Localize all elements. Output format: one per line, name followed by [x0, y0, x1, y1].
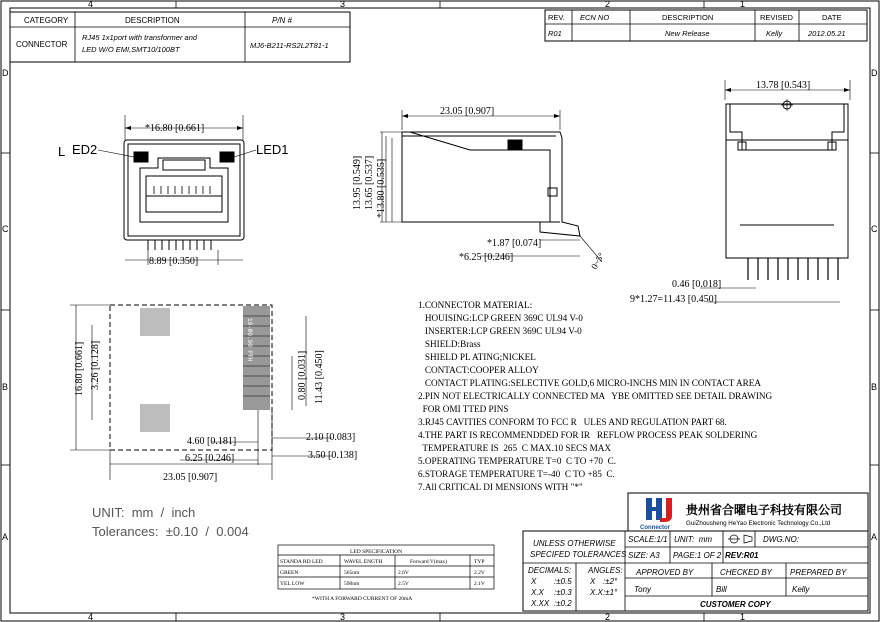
title-block-top	[10, 12, 350, 62]
zone-left-a: A	[2, 532, 9, 542]
category-value: CONNECTOR	[16, 40, 68, 49]
company-name-en: GuiZhousheng HeYao Electronic Technology Co.,Ltd	[686, 520, 831, 527]
note-line: 4.THE PART IS RECOMMENDDED FOR IR REFLOW PROCESS PEAK SOLDERING	[418, 430, 758, 440]
led-header-forward: Forward V(max)	[410, 559, 448, 565]
tol-xx: X.X	[531, 588, 544, 597]
checked-name: Bill	[716, 585, 727, 594]
header-pn: P/N #	[272, 16, 293, 25]
pcb-d1-dim: 3.26 [0.128]	[90, 340, 101, 390]
dwg-no-field: DWG.NO:	[763, 535, 799, 544]
zone-right-d: D	[871, 68, 878, 78]
tolerance-line: Tolerances: ±0.10 / 0.004	[92, 524, 249, 539]
scale-field: SCALE:1/1	[628, 535, 668, 544]
ang-x-val: :±2°	[603, 577, 618, 586]
note-line: CONTACT PLATING:SELECTIVE GOLD,6 MICRO-INCHS MIN IN CONTACT AREA	[418, 378, 761, 388]
projection-symbol-icon	[728, 535, 752, 543]
zone-bottom-1: 1	[740, 612, 746, 622]
unit-line: UNIT: mm / inch	[92, 505, 196, 520]
side-h2-dim: 13.65 [0.537]	[364, 155, 375, 210]
note-line: 5.OPERATING TEMPERATURE T=0 C TO +70 C.	[418, 456, 617, 466]
zone-left-b: B	[2, 382, 9, 392]
checked-by-label: CHECKED BY	[720, 568, 773, 577]
led-row-green-wave: 565nm	[344, 570, 360, 576]
note-line: TEMPERATURE IS 265 C MAX.10 SECS MAX	[418, 443, 612, 453]
zone-top-2: 2	[605, 0, 611, 9]
header-category: CATEGORY	[24, 16, 69, 25]
tol-x: X	[531, 577, 537, 586]
zone-bottom-3: 3	[340, 612, 346, 622]
note-line: 6.STORAGE TEMPERATURE T=-40 C TO +85 C.	[418, 469, 615, 479]
led-row-green-color: GREEN	[280, 570, 299, 576]
led-footnote: *WITH A FORWARD CURRENT OF 20mA	[312, 596, 413, 602]
front-pin-dim: 8.89 [0.350]	[149, 256, 199, 267]
page-field: PAGE:1 OF 2	[673, 551, 722, 560]
angles-label: ANGLES:	[588, 566, 623, 575]
back-width-dim: 13.78 [0.543]	[756, 80, 811, 91]
zone-top-4: 4	[88, 0, 94, 9]
side-length-dim: 23.05 [0.907]	[440, 106, 495, 117]
note-line: FOR OMI TTED PINS	[418, 404, 509, 414]
led-row-yellow-wave: 590nm	[344, 581, 360, 587]
revised-header: REVISED	[760, 13, 793, 22]
zone-top-3: 3	[340, 0, 346, 9]
tol-x-val: :±0.5	[554, 577, 572, 586]
note-line: SHIELD:Brass	[418, 339, 481, 349]
unit-field: UNIT: mm	[674, 535, 713, 544]
side-h3-dim: *13.80 [0.535]	[376, 158, 387, 218]
tol-xxx-val: :±0.2	[554, 599, 572, 608]
revision-table	[545, 10, 867, 41]
zone-top-1: 1	[740, 0, 746, 9]
header-description: DESCRIPTION	[125, 16, 180, 25]
led-header-typ: TYP	[474, 559, 485, 565]
unless-line1: UNLESS OTHERWISE	[533, 539, 616, 548]
pcb-d4-dim: 4.60 [0.181]	[187, 436, 237, 447]
note-line: SHIELD PL ATING;NICKEL	[418, 352, 536, 362]
led2-prefix: L	[58, 144, 66, 159]
zone-right-c: C	[871, 224, 878, 234]
notes-block	[418, 300, 773, 492]
back-view	[700, 80, 850, 302]
zone-bottom-4: 4	[88, 612, 94, 622]
pcb-hole-label: 10-Ø0.90 PTH	[246, 318, 253, 362]
prepared-name: Kelly	[792, 585, 810, 594]
revdesc-value: New Release	[665, 29, 710, 38]
rev-field: REV:R01	[725, 551, 759, 560]
decimals-label: DECIMALS:	[528, 566, 572, 575]
rev-value: R01	[548, 29, 562, 38]
side-angle-dim: 0~5°	[589, 250, 607, 271]
note-line: 1.CONNECTOR MATERIAL:	[418, 300, 533, 310]
unless-line2: SPECIFED TOLERANCES	[530, 550, 627, 559]
zone-left-d: D	[2, 68, 9, 78]
ang-x: X	[590, 577, 596, 586]
note-line: HOUISING:LCP GREEN 369C UL94 V-0	[418, 313, 583, 323]
note-line: 7.All CRITICAL DI MENSIONS WITH "*"	[418, 482, 583, 492]
led-header-standard: STANDA RD LED	[280, 559, 323, 565]
size-field: SIZE: A3	[628, 551, 660, 560]
side-d1-dim: *1.87 [0.074]	[487, 238, 542, 249]
pcb-d2-dim: 0.80 [0.031]	[297, 350, 308, 400]
description-line1: RJ45 1x1port with transformer and	[82, 33, 198, 42]
led-spec-title: LED SPECIFICATION	[350, 549, 403, 555]
led-spec-text	[280, 549, 485, 602]
pcb-d5-dim: 6.25 [0.246]	[185, 453, 235, 464]
led-row-yellow-typ: 2.1V	[474, 581, 485, 587]
led2-label: ED2	[72, 142, 98, 157]
note-line: 3.RJ45 CAVITIES CONFORM TO FCC R ULES AND REGULATION PART 68.	[418, 417, 727, 427]
pcb-d7-dim: 3.50 [0.138]	[308, 450, 358, 461]
zone-right-b: B	[871, 382, 878, 392]
zone-right-a: A	[871, 532, 878, 542]
side-d2-dim: *6.25 [0.246]	[459, 252, 514, 263]
company-block	[628, 493, 868, 531]
front-view	[98, 115, 256, 265]
front-width-dim: *16.80 [0.661]	[145, 123, 205, 134]
zone-bottom-2: 2	[605, 612, 611, 622]
back-pin-dim: 0.46 [0.018]	[672, 279, 722, 290]
description-line2: LED W/O EMI,SMT10/100BT	[82, 45, 180, 54]
pcb-d8-dim: 23.05 [0.907]	[163, 472, 218, 483]
company-name-cn: 贵州省合曜电子科技有限公司	[686, 503, 843, 517]
approved-by-label: APPROVED BY	[636, 568, 694, 577]
zone-left-c: C	[2, 224, 9, 234]
tol-xx-val: :±0.3	[554, 588, 572, 597]
prepared-by-label: PREPARED BY	[790, 568, 847, 577]
date-value: 2012.05.21	[808, 29, 846, 38]
ecn-header: ECN NO	[580, 13, 610, 22]
back-pitch-dim: 9*1.27=11.43 [0.450]	[630, 294, 717, 305]
note-line: INSERTER:LCP GREEN 369C UL94 V-0	[418, 326, 582, 336]
company-logo-text: Connector	[640, 525, 670, 531]
pcb-d6-dim: 2.10 [0.083]	[306, 432, 356, 443]
led-row-yellow-vmax: 2.5V	[398, 581, 409, 587]
customer-copy: CUSTOMER COPY	[700, 600, 771, 609]
side-h1-dim: 13.95 [0.549]	[352, 155, 363, 210]
led-row-yellow-color: YEL LOW	[280, 581, 305, 587]
led1-label: LED1	[256, 142, 289, 157]
approved-name: Tony	[634, 585, 652, 594]
note-line: 2.PIN NOT ELECTRICALLY CONNECTED MA YBE OMITTED SEE DETAIL DRAWING	[418, 391, 773, 401]
led-header-wavelength: WAVEL ENGTH	[344, 559, 383, 565]
rev-header: REV.	[548, 13, 565, 22]
company-logo-icon	[646, 498, 672, 522]
ang-xx-val: :±1°	[603, 588, 618, 597]
ang-xx: X.X	[590, 588, 603, 597]
revdesc-header: DESCRIPTION	[662, 13, 714, 22]
tol-xxx: X.XX	[531, 599, 550, 608]
pcb-height-dim: 16.80 [0.661]	[74, 341, 85, 396]
pcb-d3-dim: 11.43 [0.450]	[314, 350, 325, 404]
led-row-green-typ: 2.2V	[474, 570, 485, 576]
date-header: DATE	[822, 13, 842, 22]
revised-value: Kelly	[766, 29, 783, 38]
pn-value: MJ6-B211-RS2L2T81-1	[250, 41, 329, 50]
note-line: CONTACT:COOPER ALLOY	[418, 365, 539, 375]
led-row-green-vmax: 2.6V	[398, 570, 409, 576]
